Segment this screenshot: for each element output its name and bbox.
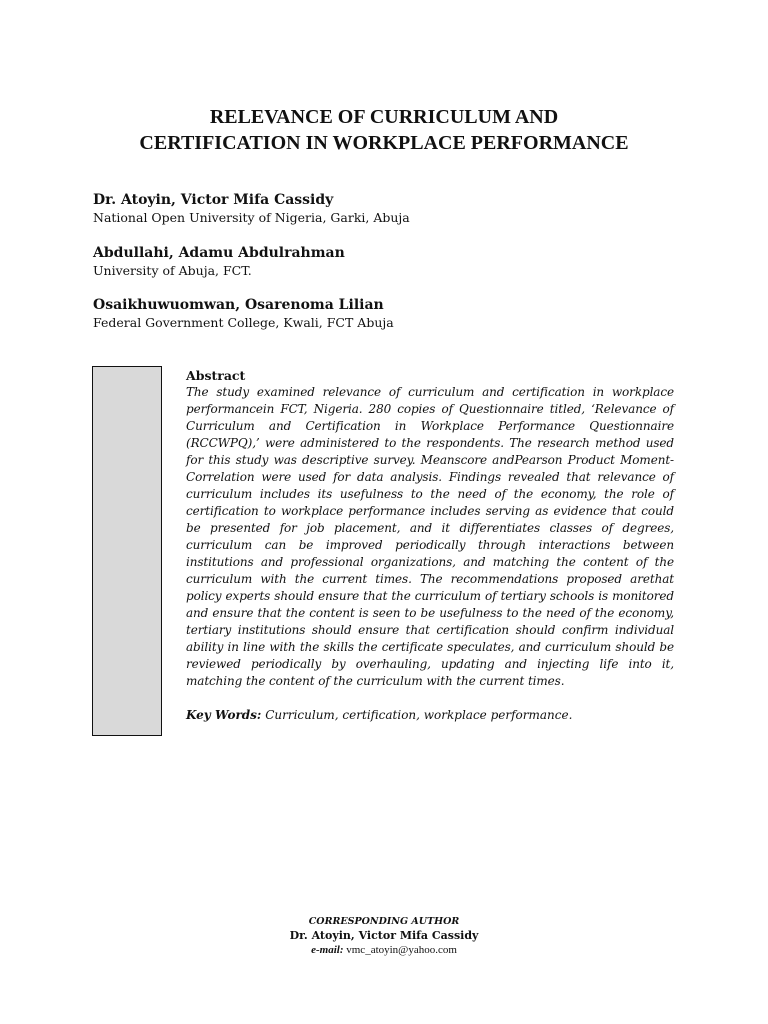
author-2 (93, 244, 693, 280)
abstract-heading: Abstract (186, 368, 246, 383)
corresponding-email-line (0, 943, 768, 957)
author-name: Abdullahi, Adamu Abdulrahman (93, 245, 345, 261)
email-address[interactable]: vmc_atoyin@yahoo.com (346, 944, 457, 956)
keywords-label: Key Words: (186, 708, 262, 722)
decorative-grey-box (92, 366, 162, 736)
author-name: Dr. Atoyin, Victor Mifa Cassidy (93, 192, 334, 208)
corresponding-name: Dr. Atoyin, Victor Mifa Cassidy (289, 929, 479, 942)
email-label: e-mail: (311, 944, 344, 956)
title-line-2: CERTIFICATION IN WORKPLACE PERFORMANCE (139, 132, 629, 154)
corresponding-heading: CORRESPONDING AUTHOR (308, 916, 460, 927)
author-affiliation: National Open University of Nigeria, Garki, Abuja (93, 210, 410, 225)
abstract-body: The study examined relevance of curriculum and certification in workplace performancein FCT, Nigeria. 280 copies of Questionnaire titled, ‘Relevance of Curriculum and Certification in Workplace Performance Questionnaire (RCCWPQ),’ were administered to the respondents. The research method used for this study was descriptive survey. Meanscore andPearson Product Moment-Correlation were used for data analysis. Findings revealed that relevance of curriculum includes its usefulness to the need of the economy, the role of certification to workplace performance includes serving as evidence that could be presented for job placement, and it differentiates classes of degrees, curriculum can be improved periodically through interactions between institutions and professional organizations, and matching the content of the curriculum with the current times. The recommendations proposed arethat policy experts should ensure that the curriculum of tertiary schools is monitored and ensure that the content is seen to be usefulness to the need of the economy, tertiary institutions should ensure that certification should confirm individual ability in line with the skills the certificate speculates, and curriculum should be reviewed periodically by overhauling, updating and injecting life into it, matching the content of the curriculum with the current times. (186, 385, 674, 688)
paper-title (0, 104, 768, 156)
author-affiliation: University of Abuja, FCT. (93, 263, 252, 278)
abstract-section (186, 367, 674, 724)
author-1 (93, 191, 693, 227)
keywords-text: Curriculum, certification, workplace performance. (265, 708, 573, 722)
title-line-1: RELEVANCE OF CURRICULUM AND (209, 106, 559, 128)
keywords-line (186, 707, 674, 724)
author-affiliation: Federal Government College, Kwali, FCT Abuja (93, 315, 394, 330)
author-name: Osaikhuwuomwan, Osarenoma Lilian (93, 297, 384, 313)
author-3 (93, 296, 693, 332)
corresponding-author-block (0, 915, 768, 957)
